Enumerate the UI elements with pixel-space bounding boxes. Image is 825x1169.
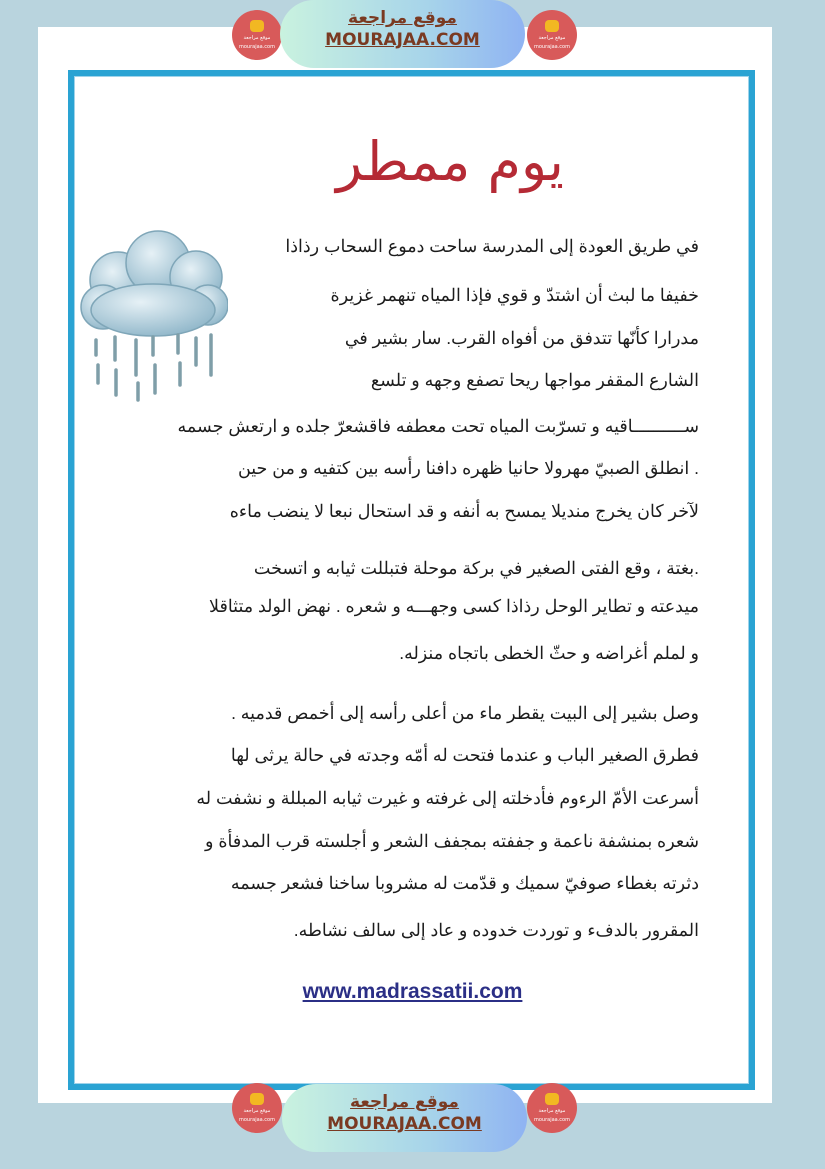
story-line: لآخر كان يخرج منديلا يمسح به أنفه و قد استحال نبعا لا ينضب ماءه <box>229 501 699 521</box>
site-name-en[interactable]: MOURAJAA.COM <box>325 30 480 50</box>
story-line: مدرارا كأنّها تتدفق من أفواه القرب. سار بشير في <box>344 328 699 348</box>
book-icon <box>250 1093 264 1105</box>
story-line: .بغتة ، وقع الفتى الصغير في بركة موحلة فتبللت ثيابه و اتسخت <box>253 558 699 578</box>
badge-text-ar: موقع مراجعة <box>243 35 271 41</box>
badge-text-ar: موقع مراجعة <box>538 35 566 41</box>
badge-text-ar: موقع مراجعة <box>538 1108 566 1114</box>
header-site-banner[interactable] <box>280 0 525 68</box>
story-line: ســــــــــاقيه و تسرّبت المياه تحت معطفه فاقشعرّ جلده و ارتعش جسمه <box>177 416 699 436</box>
story-line: ميدعته و تطاير الوحل رذاذا كسى وجهـــه و شعره . نهض الولد متثاقلا <box>209 596 699 616</box>
source-url-link[interactable]: www.madrassatii.com <box>302 980 523 1003</box>
book-icon <box>250 20 264 32</box>
story-line: وصل بشير إلى البيت يقطر ماء من أعلى رأسه إلى أخمص قدميه . <box>231 703 699 723</box>
mourajaa-logo-badge-left[interactable] <box>232 1083 282 1133</box>
site-name-ar[interactable]: موقع مراجعة <box>350 1092 459 1112</box>
book-icon <box>545 20 559 32</box>
footer-site-banner[interactable] <box>282 1084 527 1152</box>
story-line: المقرور بالدفء و توردت خدوده و عاد إلى سالف نشاطه. <box>293 920 699 940</box>
mourajaa-logo-badge-left[interactable] <box>232 10 282 60</box>
story-line: و لملم أغراضه و حثّ الخطى باتجاه منزله. <box>399 643 699 663</box>
story-line: دثرته بغطاء صوفيّ سميك و قدّمت له مشروبا ساخنا فشعر جسمه <box>230 873 699 893</box>
site-name-en[interactable]: MOURAJAA.COM <box>327 1114 482 1134</box>
site-name-ar[interactable]: موقع مراجعة <box>348 8 457 28</box>
badge-text-en: mourajaa.com <box>533 1117 570 1123</box>
story-line: فطرق الصغير الباب و عندما فتحت له أمّه وجدته في حالة يرثى لها <box>230 745 699 765</box>
badge-text-ar: موقع مراجعة <box>243 1108 271 1114</box>
story-line: في طريق العودة إلى المدرسة ساحت دموع السحاب رذاذا <box>285 236 699 256</box>
mourajaa-logo-badge-right[interactable] <box>527 10 577 60</box>
story-line: شعره بمنشفة ناعمة و جففته بمجفف الشعر و أجلسته قرب المدفأة و <box>205 831 699 851</box>
badge-text-en: mourajaa.com <box>533 44 570 50</box>
badge-text-en: mourajaa.com <box>238 1117 275 1123</box>
mourajaa-logo-badge-right[interactable] <box>527 1083 577 1133</box>
page-title: يوم ممطر <box>336 130 564 193</box>
book-icon <box>545 1093 559 1105</box>
story-line: خفيفا ما لبث أن اشتدّ و قوي فإذا المياه تنهمر غزيرة <box>330 285 699 305</box>
story-line: أسرعت الأمّ الرءوم فأدخلته إلى غرفته و غيرت ثيابه المبللة و نشفت له <box>196 788 699 808</box>
badge-text-en: mourajaa.com <box>238 44 275 50</box>
story-line: الشارع المقفر مواجها ريحا تصفع وجهه و تلسع <box>370 370 699 390</box>
story-line: . انطلق الصبيّ مهرولا حانيا ظهره دافنا رأسه بين كتفيه و من حين <box>237 458 699 478</box>
